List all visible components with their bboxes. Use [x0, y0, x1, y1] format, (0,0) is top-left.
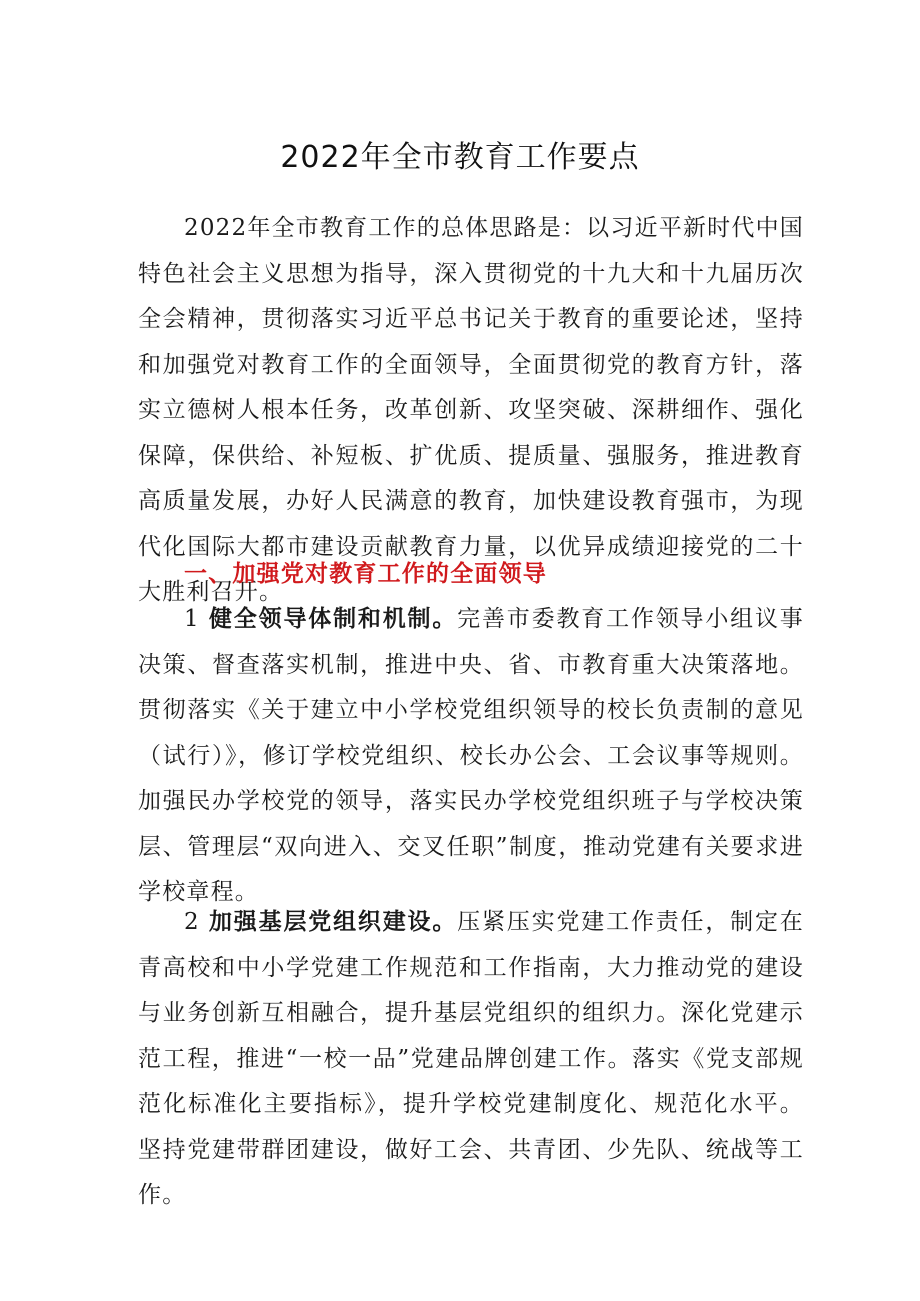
item-lead-1: 健全领导体制和机制。	[208, 606, 458, 632]
item-number-2: 2	[184, 909, 200, 935]
item-paragraph-2	[138, 900, 804, 1219]
item-number-1: 1	[184, 606, 200, 632]
item-text-2: 压紧压实党建工作责任，制定在青高校和中小学党建工作规范和工作指南，大力推动党的建设与业务创新互相融合，提升基层党组织的组织力。深化党建示范工程，推进“一校一品”党建品牌创建工作。落实《党支部规范化标准化主要指标》，提升学校党建制度化、规范化水平。坚持党建带群团建设，做好工会、共青团、少先队、统战等工作。	[138, 909, 805, 1208]
document-title: 2022年全市教育工作要点	[280, 140, 640, 175]
section-heading: 一、加强党对教育工作的全面领导	[184, 561, 547, 587]
item-text-1: 完善市委教育工作领导小组议事决策、督查落实机制，推进中央、省、市教育重大决策落地。贯彻落实《关于建立中小学校党组织领导的校长负责制的意见（试行）》，修订学校党组织、校长办公会、工会议事等规则。加强民办学校党的领导，落实民办学校党组织班子与学校决策层、管理层“双向进入、交叉任职”制度，推动党建有关要求进学校章程。	[138, 606, 805, 905]
item-paragraph-1	[138, 597, 804, 916]
item-lead-2: 加强基层党组织建设。	[208, 909, 458, 935]
intro-paragraph: 2022年全市教育工作的总体思路是：以习近平新时代中国特色社会主义思想为指导，深入贯彻党的十九大和十九届历次全会精神，贯彻落实习近平总书记关于教育的重要论述，坚持和加强党对教育工作的全面领导，全面贯彻党的教育方针，落实立德树人根本任务，改革创新、攻坚突破、深耕细作、强化保障，保供给、补短板、扩优质、提质量、强服务，推进教育高质量发展，办好人民满意的教育，加快建设教育强市，为现代化国际大都市建设贡献教育力量，以优异成绩迎接党的二十大胜利召开。	[138, 215, 804, 605]
